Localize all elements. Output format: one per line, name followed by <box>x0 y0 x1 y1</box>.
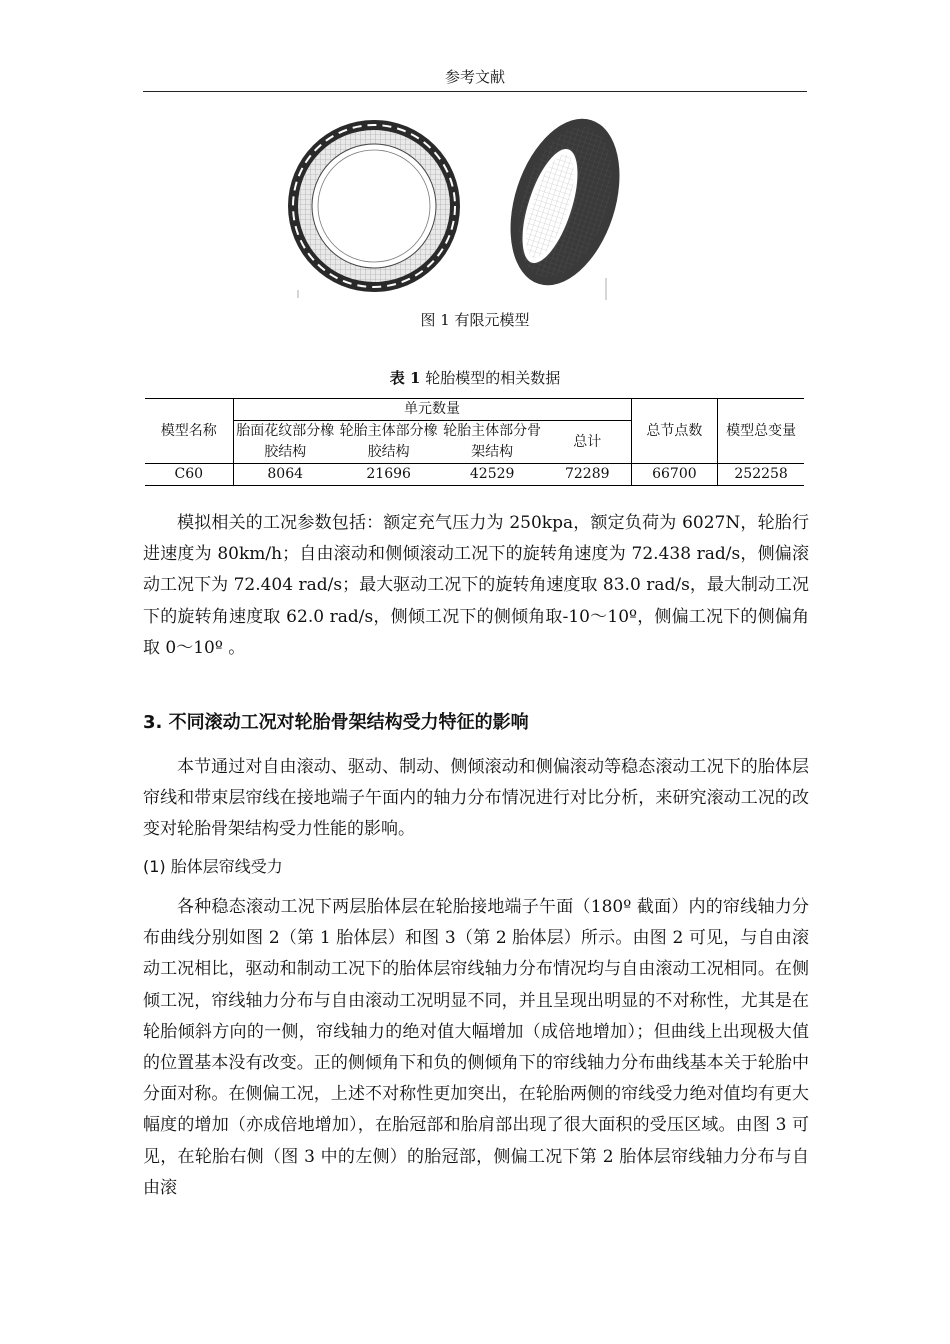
header-rule <box>143 91 807 92</box>
col-body-rubber: 轮胎主体部分橡胶结构 <box>339 423 438 460</box>
table-title: 轮胎模型的相关数据 <box>420 369 561 387</box>
section-3-heading: 3. 不同滚动工况对轮胎骨架结构受力特征的影响 <box>143 712 529 733</box>
col-total: 总计 <box>544 421 631 464</box>
tire-perspective-view <box>491 105 639 299</box>
paragraph-carcass-analysis: 各种稳态滚动工况下两层胎体层在轮胎接地端子午面（180º 截面）内的帘线轴力分布曲线分别如图 2（第 1 胎体层）和图 3（第 2 胎体层）所示。由图 2 可见，与自由滚动工况相比，驱动和制动工况下的胎体层帘线轴力分布情况均与自由滚动工况相同。在侧倾工况，帘线轴力分布与自由滚动工况明显不同，并且呈现出明显的不对称性，尤其是在轮胎倾斜方向的一侧，帘线轴力的绝对值大幅增加（成倍地增加）；但曲线上出现极大值的位置基本没有改变。正的侧倾角下和负的侧倾角下的帘线轴力分布曲线基本关于轮胎中分面对称。在侧偏工况，上述不对称性更加突出，在轮胎两侧的帘线受力绝对值均有更大幅度的增加（亦成倍地增加），在胎冠部和胎肩部出现了很大面积的受压区域。由图 3 可见，在轮胎右侧（图 3 中的左侧）的胎冠部，侧偏工况下第 2 胎体层帘线轴力分布与自由滚 <box>143 897 809 1198</box>
cell-vars: 252258 <box>718 464 804 486</box>
cell-name: C60 <box>145 464 233 486</box>
table-1-caption <box>143 367 807 388</box>
tire-front-view <box>288 120 460 292</box>
cell-v1: 8064 <box>233 464 337 486</box>
col-element-count: 单元数量 <box>233 399 631 421</box>
figure-1-caption: 图 1 有限元模型 <box>420 311 530 329</box>
paragraph-section-intro: 本节通过对自由滚动、驱动、制动、侧倾滚动和侧偏滚动等稳态滚动工况下的胎体层帘线和带束层帘线在接地端子午面内的轴力分布情况进行对比分析，来研究滚动工况的改变对轮胎骨架结构受力性能的影响。 <box>143 757 809 840</box>
col-tread-rubber: 胎面花纹部分橡胶结构 <box>236 423 335 460</box>
cell-nodes: 66700 <box>631 464 718 486</box>
col-total-nodes: 总节点数 <box>631 399 718 464</box>
col-model-name: 模型名称 <box>145 399 233 464</box>
subsection-1-heading: (1) 胎体层帘线受力 <box>143 857 283 876</box>
paragraph-conditions: 模拟相关的工况参数包括：额定充气压力为 250kpa，额定负荷为 6027N，轮胎行进速度为 80km/h；自由滚动和侧倾滚动工况下的旋转角速度为 72.438 rad/s，侧偏滚动工况下为 72.404 rad/s；最大驱动工况下的旋转角速度取 83.0 rad/s，最大制动工况下的旋转角速度取 62.0 rad/s，侧倾工况下的侧倾角取-10～10º，侧偏工况下的侧偏角取 0～10º 。 <box>143 513 809 658</box>
col-body-cord: 轮胎主体部分骨架结构 <box>443 423 542 460</box>
running-header: 参考文献 <box>444 68 505 86</box>
cell-v3: 42529 <box>440 464 544 486</box>
col-total-vars: 模型总变量 <box>718 399 804 464</box>
cell-total: 72289 <box>544 464 631 486</box>
finite-element-model-figure <box>280 104 680 304</box>
table-row <box>145 464 804 486</box>
table-label: 表 1 <box>389 369 421 387</box>
tire-model-data-table <box>145 398 804 486</box>
cell-v2: 21696 <box>337 464 441 486</box>
